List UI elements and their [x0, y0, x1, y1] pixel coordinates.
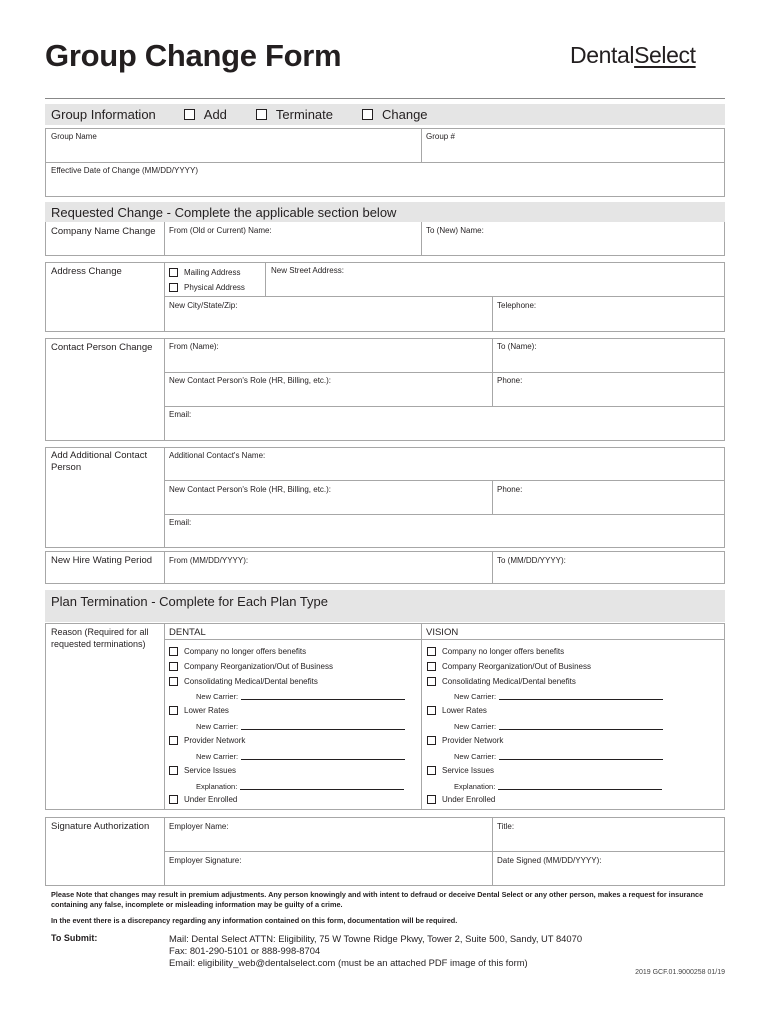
title-field[interactable]: Title: — [497, 822, 515, 831]
vision-provider-label: Provider Network — [442, 736, 504, 745]
dental-provider-label: Provider Network — [184, 736, 246, 745]
submit-fax: Fax: 801-290-5101 or 888-998-8704 — [169, 945, 321, 956]
signature-authorization-label: Signature Authorization — [51, 821, 150, 832]
plan-termination-header — [45, 590, 725, 622]
option-add-label: Add — [203, 107, 227, 122]
dental-no-longer-label: Company no longer offers benefits — [184, 647, 307, 656]
dental-no-longer-option[interactable] — [169, 647, 306, 656]
new-hire-waiting-period-label: New Hire Wating Period — [51, 555, 153, 566]
header-divider — [45, 98, 725, 99]
submit-email: Email: eligibility_web@dentalselect.com (must be an attached PDF image of this form) — [169, 957, 528, 968]
dental-under-enrolled-label: Under Enrolled — [184, 795, 238, 804]
vision-under-enrolled-option[interactable] — [427, 795, 495, 804]
option-add[interactable] — [184, 107, 227, 122]
option-terminate-label: Terminate — [275, 107, 333, 122]
additional-contact-role-field[interactable]: New Contact Person's Role (HR, Billing, etc.): — [169, 485, 332, 494]
company-name-change-label: Company Name Change — [51, 226, 156, 237]
input-line[interactable] — [240, 789, 404, 790]
divider — [164, 514, 725, 515]
dental-new-carrier-2[interactable] — [196, 722, 405, 731]
to-submit-label: To Submit: — [51, 933, 98, 943]
explanation-label: Explanation: — [454, 782, 496, 791]
physical-address-label: Physical Address — [184, 283, 245, 292]
divider — [265, 262, 266, 296]
option-change[interactable] — [362, 107, 428, 122]
divider — [164, 639, 725, 640]
divider — [492, 551, 493, 584]
dental-reorg-checkbox[interactable] — [169, 662, 178, 671]
additional-contact-phone-field[interactable]: Phone: — [497, 485, 523, 494]
vision-service-option[interactable] — [427, 766, 494, 775]
vision-reorg-checkbox[interactable] — [427, 662, 436, 671]
vision-new-carrier-1[interactable] — [454, 692, 663, 701]
telephone-field[interactable]: Telephone: — [497, 301, 537, 310]
vision-service-label: Service Issues — [442, 766, 495, 775]
dental-lower-rates-option[interactable] — [169, 706, 229, 715]
contact-from-name-field[interactable]: From (Name): — [169, 342, 219, 351]
dental-column-heading: DENTAL — [169, 627, 206, 638]
vision-lower-rates-checkbox[interactable] — [427, 706, 436, 715]
option-terminate[interactable] — [256, 107, 333, 122]
vision-consolidating-option[interactable] — [427, 677, 576, 686]
dental-under-enrolled-checkbox[interactable] — [169, 795, 178, 804]
mailing-address-option[interactable] — [169, 268, 240, 277]
dental-reorg-option[interactable] — [169, 662, 333, 671]
divider — [164, 623, 165, 810]
contact-to-name-field[interactable]: To (Name): — [497, 342, 537, 351]
dental-reorg-label: Company Reorganization/Out of Business — [184, 662, 333, 671]
group-info-header — [45, 104, 725, 125]
vision-explanation[interactable] — [454, 782, 662, 791]
dental-lower-rates-label: Lower Rates — [184, 706, 229, 715]
vision-consolidating-label: Consolidating Medical/Dental benefits — [442, 677, 576, 686]
discrepancy-note: In the event there is a discrepancy regarding any information contained on this form, documentation will be required. — [51, 916, 458, 925]
input-line[interactable] — [499, 759, 663, 760]
dental-provider-checkbox[interactable] — [169, 736, 178, 745]
vision-reorg-label: Company Reorganization/Out of Business — [442, 662, 591, 671]
dental-consolidating-checkbox[interactable] — [169, 677, 178, 686]
vision-under-enrolled-label: Under Enrolled — [442, 795, 496, 804]
option-change-label: Change — [382, 107, 428, 122]
date-signed-field[interactable]: Date Signed (MM/DD/YYYY): — [497, 856, 602, 865]
vision-reorg-option[interactable] — [427, 662, 591, 671]
plan-termination-heading: Plan Termination - Complete for Each Plan Type — [51, 593, 328, 609]
new-carrier-label: New Carrier: — [454, 692, 497, 701]
vision-no-longer-label: Company no longer offers benefits — [442, 647, 565, 656]
contact-email-field[interactable]: Email: — [169, 410, 192, 419]
from-old-name-field[interactable]: From (Old or Current) Name: — [169, 226, 272, 235]
vision-under-enrolled-checkbox[interactable] — [427, 795, 436, 804]
dental-new-carrier-1[interactable] — [196, 692, 405, 701]
dental-no-longer-checkbox[interactable] — [169, 647, 178, 656]
divider — [164, 447, 165, 548]
dental-lower-rates-checkbox[interactable] — [169, 706, 178, 715]
additional-contact-name-field[interactable]: Additional Contact's Name: — [169, 451, 266, 460]
terminate-checkbox[interactable] — [256, 109, 267, 120]
divider — [164, 851, 725, 852]
new-carrier-label: New Carrier: — [196, 692, 239, 701]
new-carrier-label: New Carrier: — [196, 722, 239, 731]
additional-contact-email-field[interactable]: Email: — [169, 518, 192, 527]
mailing-address-label: Mailing Address — [184, 268, 241, 277]
input-line[interactable] — [498, 789, 662, 790]
logo-part-1: Dental — [570, 42, 635, 68]
divider — [421, 623, 422, 810]
divider — [164, 480, 725, 481]
input-line[interactable] — [241, 759, 405, 760]
divider — [45, 162, 725, 163]
explanation-label: Explanation: — [196, 782, 238, 791]
vision-service-checkbox[interactable] — [427, 766, 436, 775]
add-additional-contact-label: Add Additional Contact Person — [51, 450, 148, 473]
vision-provider-option[interactable] — [427, 736, 503, 745]
divider — [421, 128, 422, 162]
input-line[interactable] — [241, 699, 405, 700]
group-number-field[interactable]: Group # — [426, 132, 455, 141]
employer-signature-field[interactable]: Employer Signature: — [169, 856, 242, 865]
vision-no-longer-checkbox[interactable] — [427, 647, 436, 656]
divider — [492, 480, 493, 514]
dental-service-option[interactable] — [169, 766, 236, 775]
group-name-field[interactable]: Group Name — [51, 132, 97, 141]
input-line[interactable] — [499, 729, 663, 730]
contact-person-change-label: Contact Person Change — [51, 342, 153, 353]
divider — [164, 262, 165, 332]
dental-explanation[interactable] — [196, 782, 404, 791]
logo — [570, 42, 696, 69]
new-carrier-label: New Carrier: — [454, 722, 497, 731]
waiting-to-date-field[interactable]: To (MM/DD/YYYY): — [497, 556, 566, 565]
requested-change-header — [45, 202, 725, 222]
vision-lower-rates-label: Lower Rates — [442, 706, 487, 715]
vision-consolidating-checkbox[interactable] — [427, 677, 436, 686]
divider — [421, 222, 422, 256]
address-change-box — [45, 262, 725, 332]
dental-under-enrolled-option[interactable] — [169, 795, 237, 804]
input-line[interactable] — [241, 729, 405, 730]
physical-address-checkbox[interactable] — [169, 283, 178, 292]
new-carrier-label: New Carrier: — [454, 752, 497, 761]
dental-consolidating-label: Consolidating Medical/Dental benefits — [184, 677, 318, 686]
divider — [164, 372, 725, 373]
change-checkbox[interactable] — [362, 109, 373, 120]
vision-column-heading: VISION — [426, 627, 459, 638]
divider — [164, 222, 165, 256]
new-city-state-zip-field[interactable]: New City/State/Zip: — [169, 301, 238, 310]
vision-lower-rates-option[interactable] — [427, 706, 487, 715]
group-info-heading: Group Information — [51, 107, 156, 122]
form-code: 2019 GCF.01.9000258 01/19 — [635, 969, 725, 976]
dental-service-label: Service Issues — [184, 766, 237, 775]
divider — [164, 296, 725, 297]
new-street-address-field[interactable]: New Street Address: — [271, 266, 344, 275]
effective-date-field[interactable]: Effective Date of Change (MM/DD/YYYY) — [51, 166, 199, 175]
vision-new-carrier-3[interactable] — [454, 752, 663, 761]
submit-mail: Mail: Dental Select ATTN: Eligibility, 75 W Towne Ridge Pkwy, Tower 2, Suite 500, Sandy, UT 84070 — [169, 933, 583, 944]
dental-new-carrier-3[interactable] — [196, 752, 405, 761]
divider — [164, 406, 725, 407]
divider — [164, 551, 165, 584]
employer-name-field[interactable]: Employer Name: — [169, 822, 229, 831]
dental-service-checkbox[interactable] — [169, 766, 178, 775]
termination-reason-label: Reason (Required for all requested terminations) — [51, 627, 149, 649]
premium-note: Please Note that changes may result in premium adjustments. Any person knowingly and with intent to defraud or deceive Dental Select or any other person, makes a request for insurance containing any false, incomplete or misleading information may be guilty of a crime. — [51, 890, 704, 909]
add-checkbox[interactable] — [184, 109, 195, 120]
divider — [492, 296, 493, 332]
vision-new-carrier-2[interactable] — [454, 722, 663, 731]
vision-no-longer-option[interactable] — [427, 647, 564, 656]
logo-part-2: Select — [634, 42, 696, 68]
to-new-name-field[interactable]: To (New) Name: — [426, 226, 484, 235]
contact-role-field[interactable]: New Contact Person's Role (HR, Billing, etc.): — [169, 376, 332, 385]
mailing-address-checkbox[interactable] — [169, 268, 178, 277]
requested-change-heading: Requested Change - Complete the applicable section below — [51, 204, 397, 220]
address-change-label: Address Change — [51, 266, 122, 277]
dental-provider-option[interactable] — [169, 736, 245, 745]
divider — [164, 338, 165, 441]
contact-phone-field[interactable]: Phone: — [497, 376, 523, 385]
physical-address-option[interactable] — [169, 283, 245, 292]
dental-consolidating-option[interactable] — [169, 677, 318, 686]
new-carrier-label: New Carrier: — [196, 752, 239, 761]
vision-provider-checkbox[interactable] — [427, 736, 436, 745]
input-line[interactable] — [499, 699, 663, 700]
waiting-from-date-field[interactable]: From (MM/DD/YYYY): — [169, 556, 249, 565]
page-title: Group Change Form — [45, 38, 342, 73]
